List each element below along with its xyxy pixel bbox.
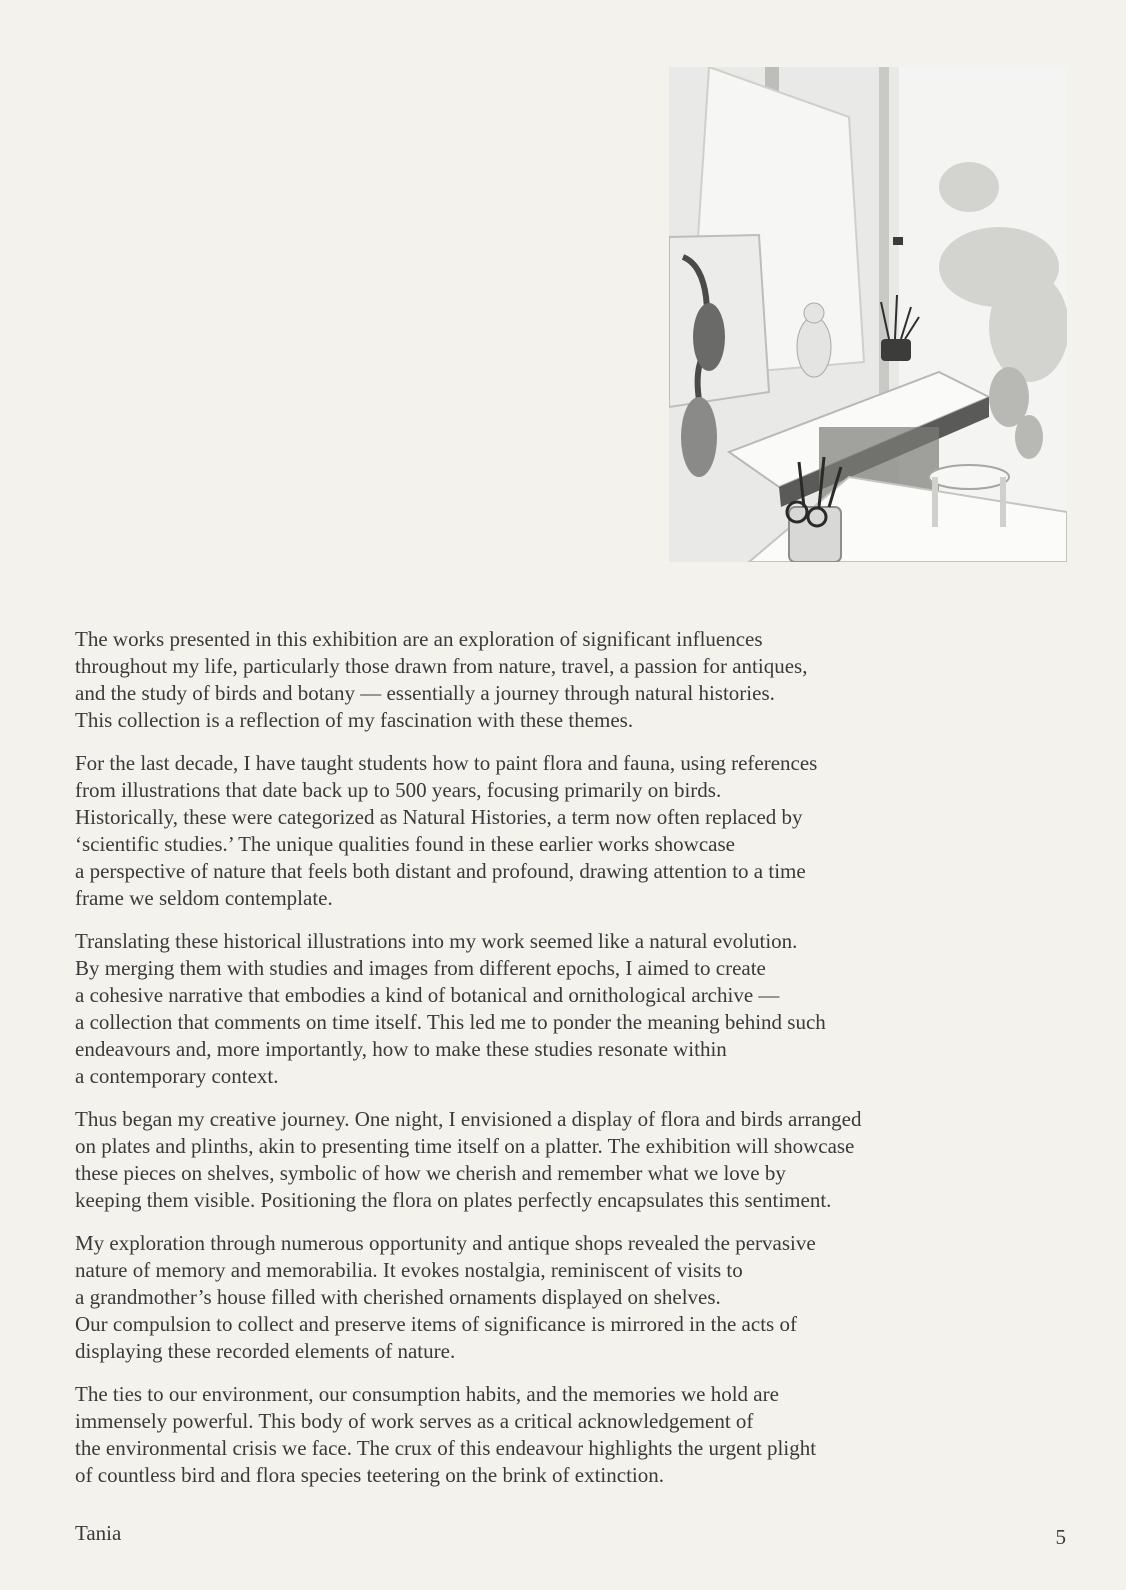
paragraph: The works presented in this exhibition are an exploration of significant influences throughout my life, particularly those drawn from nature, travel, a passion for antiques, and the study of birds and botany — essentially a journey through natural histories. This collection is a reflection of my fascination with these themes.	[75, 627, 808, 732]
paragraph: For the last decade, I have taught students how to paint flora and fauna, using references from illustrations that date back up to 500 years, focusing primarily on birds. Historically, these were categorized as Natural Histories, a term now often replaced by ‘scientific studies.’ The unique qualities found in these earlier works showcase a perspective of nature that feels both distant and profound, drawing attention to a time frame we seldom contemplate.	[75, 751, 818, 910]
essay-body	[75, 626, 955, 1505]
paragraph: Translating these historical illustrations into my work seemed like a natural evolution. By merging them with studies and images from different epochs, I aimed to create a cohesive narrative that embodies a kind of botanical and ornithological archive — a collection that comments on time itself. This led me to ponder the meaning behind such endeavours and, more importantly, how to make these studies resonate within a contemporary context.	[75, 929, 826, 1088]
studio-photo	[669, 67, 1067, 562]
paragraph: Thus began my creative journey. One night, I envisioned a display of flora and birds arranged on plates and plinths, akin to presenting time itself on a platter. The exhibition will showcase these pieces on shelves, symbolic of how we cherish and remember what we love by keeping them visible. Positioning the flora on plates perfectly encapsulates this sentiment.	[75, 1107, 862, 1212]
author-signature: Tania	[75, 1521, 122, 1545]
paragraph: The ties to our environment, our consumption habits, and the memories we hold are immensely powerful. This body of work serves as a critical acknowledgement of the environmental crisis we face. The crux of this endeavour highlights the urgent plight of countless bird and flora species teetering on the brink of extinction.	[75, 1382, 817, 1487]
page-number: 5	[1055, 1525, 1066, 1549]
paragraph: My exploration through numerous opportunity and antique shops revealed the pervasive nature of memory and memorabilia. It evokes nostalgia, reminiscent of visits to a grandmother’s house filled with cherished ornaments displayed on shelves. Our compulsion to collect and preserve items of significance is mirrored in the acts of displaying these recorded elements of nature.	[75, 1231, 816, 1363]
